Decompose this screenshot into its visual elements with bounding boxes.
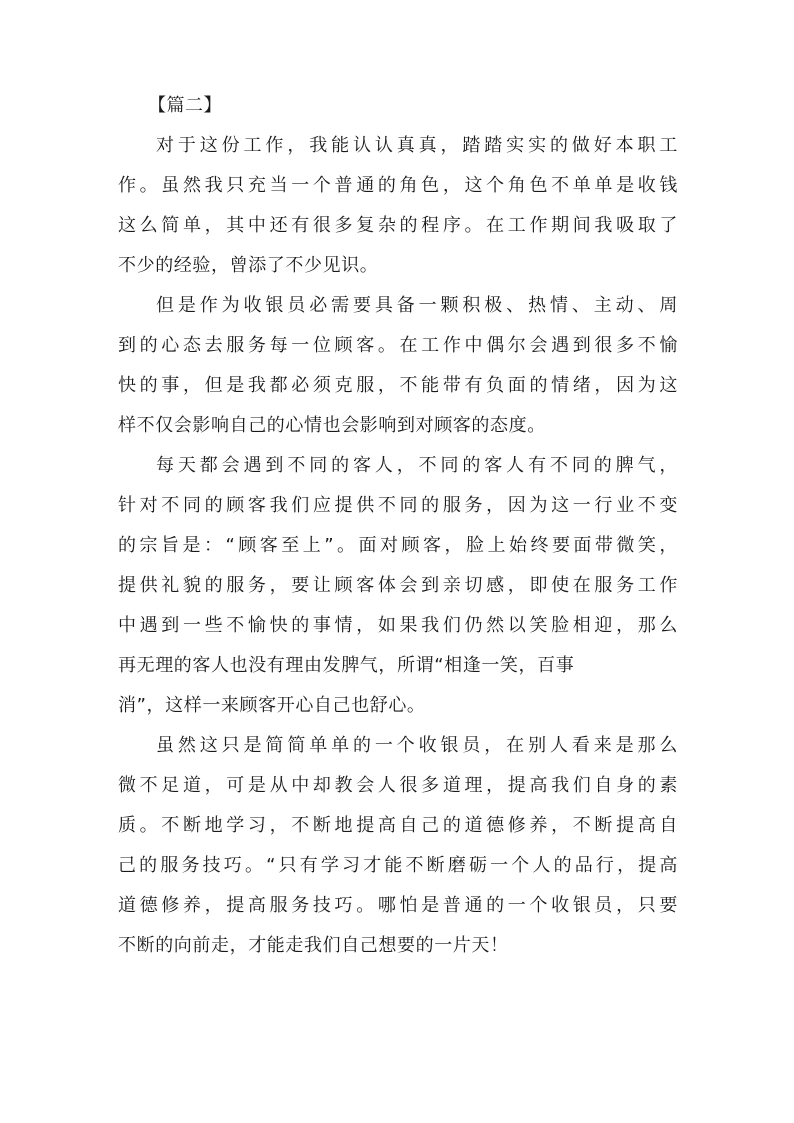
paragraph-line: 微不足道，可是从中却教会人很多道理，提高我们自身的素 (118, 775, 678, 796)
paragraph-line: 针对不同的顾客我们应提供不同的服务，因为这一行业不变 (118, 495, 678, 516)
paragraph-line: 道德修养，提高服务技巧。哪怕是普通的一个收银员，只要 (118, 895, 678, 916)
paragraph-line: 这么简单，其中还有很多复杂的程序。在工作期间我吸取了 (118, 215, 678, 236)
paragraph-line: 己的服务技巧。“只有学习才能不断磨砺一个人的品行，提高 (118, 855, 678, 876)
paragraph-line: 虽然这只是简简单单的一个收银员，在别人看来是那么 (156, 735, 678, 756)
paragraph-line: 的宗旨是：“顾客至上”。面对顾客，脸上始终要面带微笑， (118, 535, 678, 556)
paragraph-1 (118, 126, 678, 286)
paragraph-line: 样不仅会影响自己的心情也会影响到对顾客的态度。 (118, 415, 546, 436)
paragraph-line: 不断的向前走，才能走我们自己想要的一片天！ (118, 935, 509, 956)
paragraph-line: 但是作为收银员必需要具备一颗积极、热情、主动、周 (156, 295, 678, 316)
paragraph-line: 每天都会遇到不同的客人，不同的客人有不同的脾气， (156, 455, 678, 476)
paragraph-line: 再无理的客人也没有理由发脾气，所谓“相逢一笑，百事 (118, 655, 575, 676)
paragraph-2 (118, 286, 678, 446)
paragraph-line: 不少的经验，曾添了不少见识。 (118, 255, 379, 276)
paragraph-line: 质。不断地学习，不断地提高自己的道德修养，不断提高自 (118, 815, 678, 836)
paragraph-line: 到的心态去服务每一位顾客。在工作中偶尔会遇到很多不愉 (118, 335, 678, 356)
paragraph-4 (118, 726, 678, 966)
paragraph-line: 消”，这样一来顾客开心自己也舒心。 (118, 695, 426, 716)
paragraph-line: 提供礼貌的服务，要让顾客体会到亲切感，即使在服务工作 (118, 575, 678, 596)
paragraph-line: 对于这份工作，我能认认真真，踏踏实实的做好本职工 (156, 135, 678, 156)
section-title: 【篇二】 (148, 95, 222, 116)
paragraph-3 (118, 446, 678, 726)
paragraph-line: 中遇到一些不愉快的事情，如果我们仍然以笑脸相迎，那么 (118, 615, 678, 636)
paragraph-line: 快的事，但是我都必须克服，不能带有负面的情绪，因为这 (118, 375, 678, 396)
paragraph-line: 作。虽然我只充当一个普通的角色，这个角色不单单是收钱 (118, 175, 678, 196)
document-body (118, 86, 678, 966)
